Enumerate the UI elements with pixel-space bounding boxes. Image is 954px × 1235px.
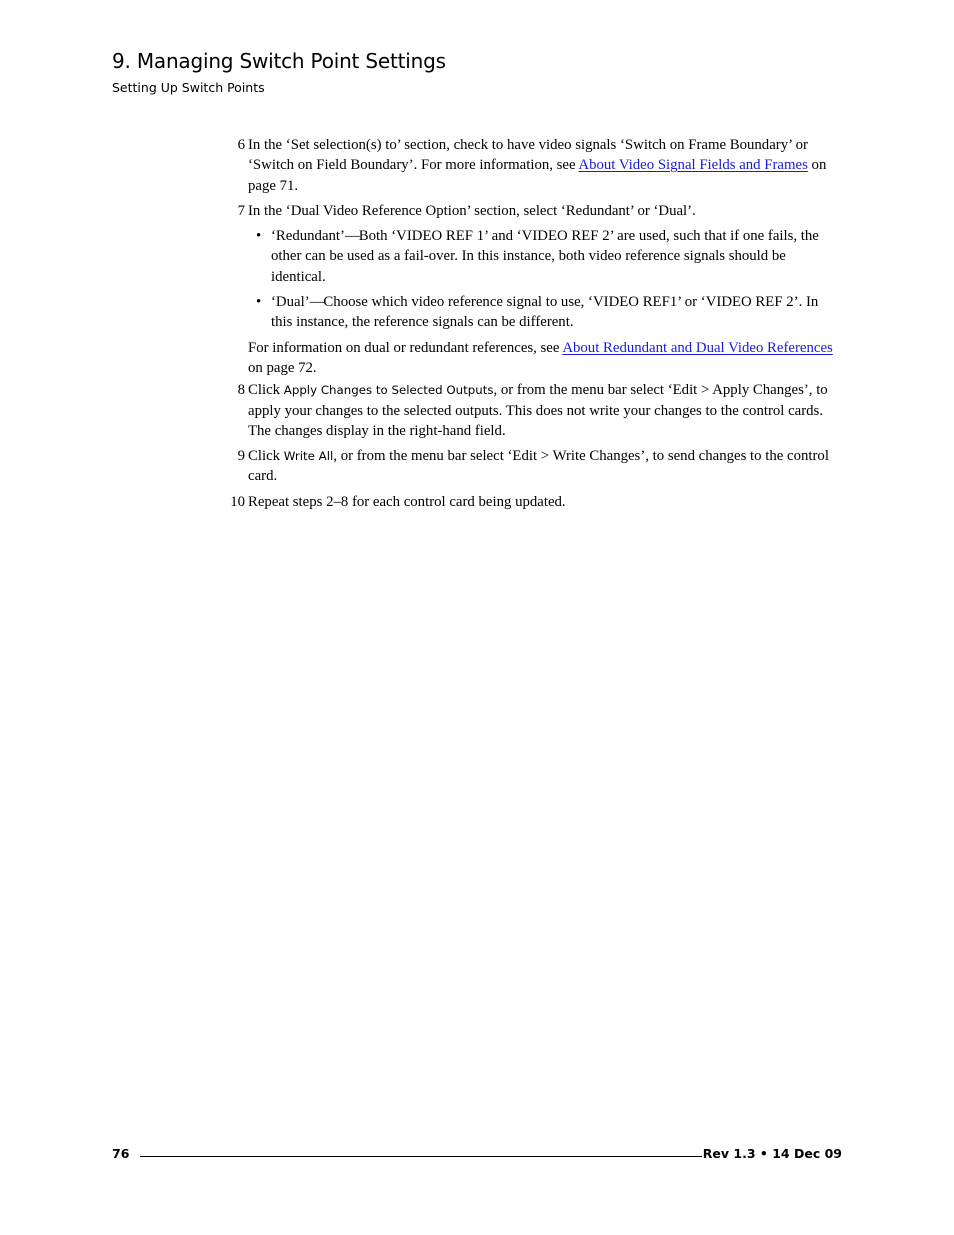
bullet-term: ‘Redundant’ bbox=[271, 228, 345, 245]
step-9 bbox=[224, 446, 842, 487]
step-number: 10 bbox=[230, 493, 245, 510]
step-number: 7 bbox=[237, 202, 245, 219]
page-number: 76 bbox=[112, 1146, 130, 1161]
apply-changes-ui-label: Apply Changes to Selected Outputs bbox=[283, 383, 494, 398]
step-10 bbox=[224, 492, 842, 512]
section-subtitle: Setting Up Switch Points bbox=[112, 80, 265, 95]
footer-divider bbox=[140, 1156, 702, 1157]
step-8 bbox=[224, 380, 842, 441]
chapter-title: 9. Managing Switch Point Settings bbox=[112, 49, 446, 73]
link-redundant-dual-references[interactable]: About Redundant and Dual Video References bbox=[562, 339, 833, 356]
bullet-term: ‘Dual’ bbox=[271, 294, 310, 311]
bullet-dot: • bbox=[256, 228, 262, 245]
bullet-text: Both ‘VIDEO REF 1’ and ‘VIDEO REF 2’ are used, such that if one fails, the other can be used as a fail-over. In this instance, both video reference signals should be identical. bbox=[271, 228, 819, 285]
step-text: Click bbox=[248, 448, 284, 465]
note-text-tail: on page 72. bbox=[248, 359, 317, 376]
write-all-ui-label: Write All bbox=[283, 449, 334, 464]
step-7 bbox=[224, 201, 842, 221]
step-number: 9 bbox=[237, 448, 245, 465]
page-body bbox=[224, 135, 842, 517]
step-text: In the ‘Set selection(s) to’ section, check to have video signals ‘Switch on Frame Boundary’ or ‘Switch on Field Boundary’. For more information, see bbox=[248, 137, 808, 174]
step-text: Click bbox=[248, 382, 284, 399]
step-text-tail: on page 71. bbox=[248, 157, 827, 194]
step-6 bbox=[224, 135, 842, 196]
step-7-note bbox=[224, 338, 842, 379]
note-text: For information on dual or redundant references, see bbox=[248, 339, 563, 356]
bullet-dot: • bbox=[256, 294, 262, 311]
bullet-dual bbox=[224, 292, 842, 333]
step-text-tail: , or from the menu bar select ‘Edit > Apply Changes’, to apply your changes to the selected outputs. This does not write your changes to the control cards. The changes display in the right-hand field. bbox=[248, 382, 828, 439]
step-text-tail: , or from the menu bar select ‘Edit > Write Changes’, to send changes to the control card. bbox=[248, 448, 829, 485]
link-video-signal-fields[interactable]: About Video Signal Fields and Frames bbox=[578, 157, 808, 174]
em-dash: — bbox=[309, 294, 324, 311]
step-text: In the ‘Dual Video Reference Option’ section, select ‘Redundant’ or ‘Dual’. bbox=[248, 202, 696, 219]
bullet-text: Choose which video reference signal to use, ‘VIDEO REF1’ or ‘VIDEO REF 2’. In this instance, the reference signals can be different. bbox=[271, 294, 819, 331]
step-text: Repeat steps 2–8 for each control card being updated. bbox=[248, 493, 566, 510]
revision-label: Rev 1.3 • 14 Dec 09 bbox=[702, 1146, 842, 1161]
em-dash: — bbox=[344, 228, 359, 245]
bullet-redundant bbox=[224, 226, 842, 287]
step-number: 8 bbox=[237, 382, 245, 399]
step-number: 6 bbox=[237, 137, 245, 153]
